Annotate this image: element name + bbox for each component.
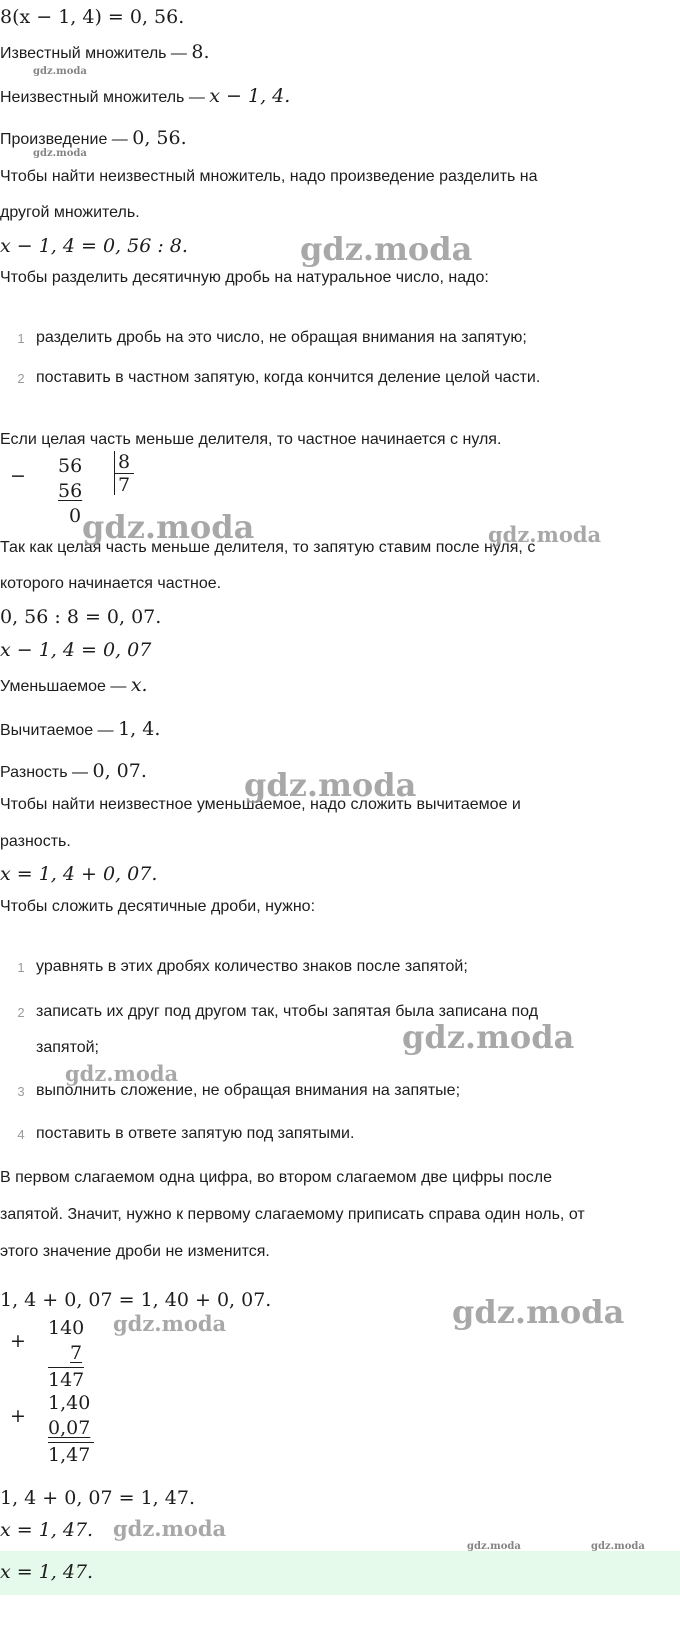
equation-8: x = 1, 47. [0, 1519, 94, 1541]
watermark: gdz.moda [113, 1311, 227, 1336]
known-factor-line [0, 42, 210, 64]
list-number: 4 [17, 1127, 25, 1142]
addend-2: 0,07 [48, 1417, 91, 1439]
sum: 147 [48, 1369, 85, 1391]
sum-line [48, 1367, 84, 1368]
list-item: записать их друг под другом так, чтобы запятая была записана под [36, 1003, 539, 1020]
watermark: gdz.moda [113, 1516, 227, 1541]
divisor: 8 [118, 451, 131, 473]
known-factor-value: 8. [191, 41, 210, 63]
watermark: gdz.moda [65, 1061, 179, 1086]
rule-comma-after-zero-1: Так как целая часть меньше делителя, то запятую ставим после нуля, с [0, 539, 536, 556]
rule-comma-after-zero-2: которого начинается частное. [0, 575, 222, 592]
watermark: gdz.moda [591, 1541, 645, 1552]
addend-2: 7 [70, 1342, 83, 1364]
remainder: 0 [69, 505, 82, 527]
rule-add-decimals: Чтобы сложить десятичные дроби, нужно: [0, 898, 316, 915]
watermark: gdz.moda [82, 508, 255, 546]
list-item: разделить дробь на это число, не обращая внимания на запятую; [36, 329, 527, 346]
minus-sign: − [10, 465, 26, 487]
list-number: 2 [17, 1005, 25, 1020]
unknown-factor-value: x − 1, 4. [209, 85, 291, 107]
subtrahend-line [0, 719, 160, 741]
sum: 1,47 [48, 1444, 91, 1466]
explanation-2: запятой. Значит, нужно к первому слагаемому приписать справа один ноль, от [0, 1206, 585, 1223]
plus-sign: + [10, 1330, 26, 1352]
rule-zero-quotient: Если целая часть меньше делителя, то частное начинается с нуля. [0, 431, 502, 448]
difference-line [0, 761, 147, 783]
addend-1: 140 [48, 1317, 85, 1339]
explanation-3: этого значение дроби не изменится. [0, 1243, 270, 1260]
rule-unknown-factor-1: Чтобы найти неизвестный множитель, надо произведение разделить на [0, 168, 538, 185]
list-number: 1 [17, 960, 25, 975]
list-number: 2 [17, 371, 25, 386]
product-value: 0, 56. [132, 127, 187, 149]
rule-unknown-factor-2: другой множитель. [0, 204, 140, 221]
difference-value: 0, 07. [92, 760, 147, 782]
watermark: gdz.moda [300, 230, 473, 268]
list-item: поставить в частном запятую, когда кончится деление целой части. [36, 369, 541, 386]
explanation-1: В первом слагаемом одна цифра, во втором слагаемом две цифры после [0, 1169, 552, 1186]
subtrahend-value: 1, 4. [118, 718, 161, 740]
quotient: 7 [118, 474, 131, 496]
list-number: 1 [17, 331, 25, 346]
rule-unknown-minuend-1: Чтобы найти неизвестное уменьшаемое, надо сложить вычитаемое и [0, 796, 521, 813]
watermark: gdz.moda [33, 148, 87, 159]
dividend: 56 [58, 455, 83, 477]
unknown-factor-line [0, 86, 290, 108]
list-item: выполнить сложение, не обращая внимания на запятые; [36, 1082, 461, 1099]
equation-3: 0, 56 : 8 = 0, 07. [0, 606, 162, 628]
watermark: gdz.moda [33, 66, 87, 77]
watermark: gdz.moda [452, 1293, 625, 1331]
equation-7: 1, 4 + 0, 07 = 1, 47. [0, 1487, 195, 1509]
difference-label: Разность — [0, 764, 93, 781]
watermark: gdz.moda [244, 766, 417, 804]
equation-6: 1, 4 + 0, 07 = 1, 40 + 0, 07. [0, 1289, 272, 1311]
product-label: Произведение — [0, 131, 133, 148]
equation-2: x − 1, 4 = 0, 56 : 8. [0, 235, 188, 257]
answer-highlight [0, 1551, 680, 1595]
unknown-factor-label: Неизвестный множитель — [0, 89, 210, 106]
equation-1: 8(x − 1, 4) = 0, 56. [0, 6, 185, 28]
known-factor-label: Известный множитель — [0, 45, 192, 62]
list-item: уравнять в этих дробях количество знаков после запятой; [36, 958, 468, 975]
minuend-value: x. [130, 674, 148, 696]
rule-unknown-minuend-2: разность. [0, 833, 71, 850]
addend-1: 1,40 [48, 1392, 91, 1414]
watermark: gdz.moda [488, 522, 602, 547]
rule-divide-decimal: Чтобы разделить десятичную дробь на натуральное число, надо: [0, 269, 489, 286]
list-item-continuation: запятой; [36, 1039, 99, 1056]
watermark: gdz.moda [467, 1541, 521, 1552]
sum-line [48, 1442, 94, 1443]
subtracted-value: 56 [58, 480, 83, 502]
minuend-label: Уменьшаемое — [0, 678, 131, 695]
product-line [0, 128, 187, 150]
subtrahend-label: Вычитаемое — [0, 722, 119, 739]
list-number: 3 [17, 1084, 25, 1099]
equation-4: x − 1, 4 = 0, 07 [0, 639, 152, 661]
answer: x = 1, 47. [0, 1561, 94, 1583]
minuend-line [0, 675, 148, 697]
watermark: gdz.moda [402, 1018, 575, 1056]
equation-5: x = 1, 4 + 0, 07. [0, 863, 158, 885]
list-item: поставить в ответе запятую под запятыми. [36, 1125, 355, 1142]
plus-sign: + [10, 1405, 26, 1427]
